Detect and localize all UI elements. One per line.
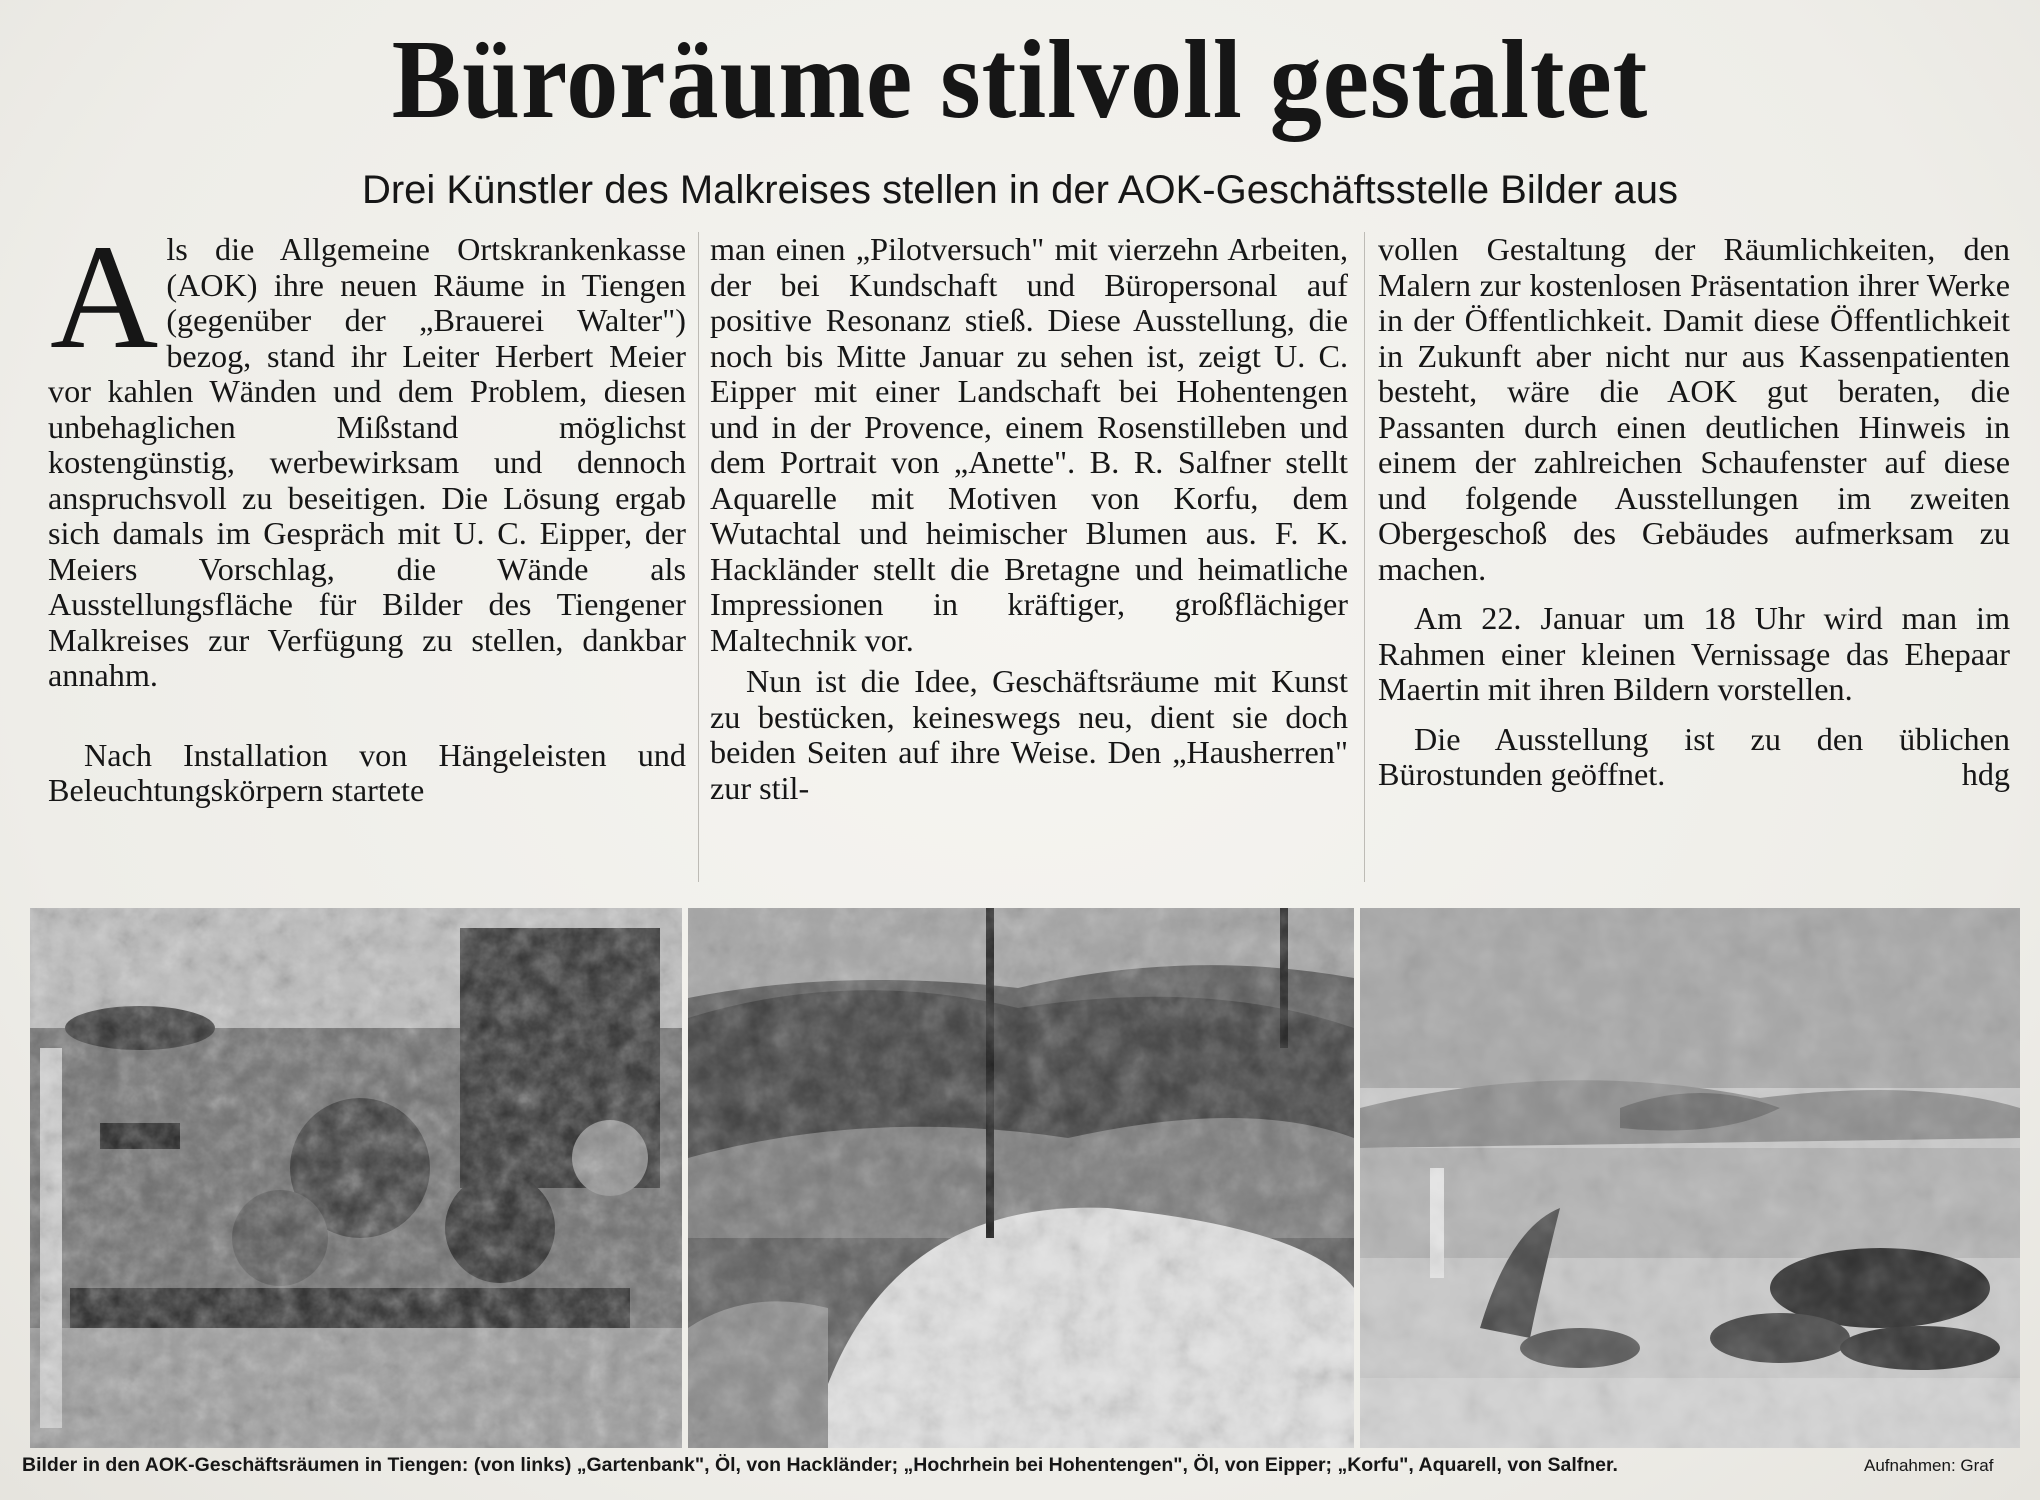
paragraph: man einen „Pilotversuch" mit vierzehn Arbeiten, der bei Kundschaft und Büropersonal auf positive Resonanz stieß. Diese Ausstellung, die noch bis Mitte Januar zu sehen ist, zeigt U. C. Eipper mit einer Landschaft bei Hohentengen und in der Provence, einem Rosenstilleben und dem Portrait von „Anette". B. R. Salfner stellt Aquarelle mit Motiven von Korfu, dem Wutachtal und heimischer Blumen aus. F. K. Hackländer stellt die Bretagne und heimatliche Impressionen in kräftiger, großflächiger Maltechnik vor. xyxy=(710,231,1348,658)
paragraph: Nach Installation von Hängeleisten und Beleuchtungskörpern startete xyxy=(48,736,686,808)
article-column-3 xyxy=(1378,232,2010,793)
paragraph xyxy=(1378,722,2010,793)
paragraph-text: Die Ausstellung ist zu den üblichen Bürostunden geöffnet. xyxy=(1378,720,2010,792)
photo-caption: Bilder in den AOK-Geschäftsräumen in Tiengen: (von links) „Gartenbank", Öl, von Hackländer; „Hochrhein bei Hohentengen", Öl, von Eipper; „Korfu", Aquarell, von Salfner. xyxy=(22,1454,1618,1476)
author-initials: hdg xyxy=(1961,756,2010,792)
paragraph: vollen Gestaltung der Räumlichkeiten, den Malern zur kostenlosen Präsentation ihrer Werke in der Öffentlichkeit. Damit diese Öffentlichkeit in Zukunft aber nicht nur aus Kassenpatienten besteht, wäre die AOK gut beraten, die Passanten durch einen deutlichen Hinweis in einem der zahlreichen Schaufenster auf diese und folgende Ausstellungen im zweiten Obergeschoß des Gebäudes aufmerksam zu machen. xyxy=(1378,231,2010,587)
paragraph xyxy=(48,214,686,694)
painting-photo-gartenbank xyxy=(30,908,682,1448)
article-column-2 xyxy=(710,232,1348,806)
photo-credit: Aufnahmen: Graf xyxy=(1864,1456,1994,1475)
column-divider xyxy=(698,232,699,882)
photo-strip xyxy=(30,908,2020,1448)
paragraph: Nun ist die Idee, Geschäftsräume mit Kunst zu bestücken, keineswegs neu, dient sie doch beiden Seiten auf ihre Weise. Den „Hausherren" zur stil- xyxy=(710,663,1348,806)
painting-photo-hochrhein xyxy=(688,908,1354,1448)
painting-photo-korfu xyxy=(1360,908,2020,1448)
headline: Büroräume stilvoll gestaltet xyxy=(391,18,1649,142)
article-column-1 xyxy=(48,214,686,809)
paragraph-text: ls die Allgemeine Ortskrankenkasse (AOK) ihre neuen Räume in Tiengen (gegenüber der „Brauerei Walter") bezog, stand ihr Leiter Herbert Meier vor kahlen Wänden und dem Problem, diesen unbehaglichen Mißstand möglichst kostengünstig, werbewirksam und dennoch anspruchsvoll zu beseitigen. Die Lösung ergab sich damals im Gespräch mit U. C. Eipper, der Meiers Vorschlag, die Wände als Ausstellungsfläche für Bilder des Tiengener Malkreises zur Verfügung zu stellen, dankbar annahm. xyxy=(48,231,686,693)
column-divider xyxy=(1364,232,1365,882)
subheadline: Drei Künstler des Malkreises stellen in der AOK-Geschäftsstelle Bilder aus xyxy=(361,168,1679,212)
drop-cap: A xyxy=(50,214,159,380)
paragraph: Am 22. Januar um 18 Uhr wird man im Rahmen einer kleinen Vernissage das Ehepaar Maertin mit ihren Bildern vorstellen. xyxy=(1378,600,2010,707)
article-body xyxy=(48,214,2010,892)
